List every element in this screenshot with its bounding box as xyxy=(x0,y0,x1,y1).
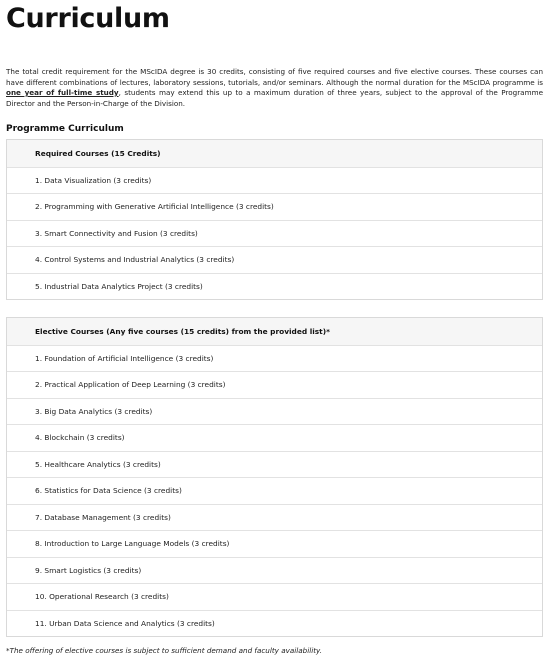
required-course-row: 4. Control Systems and Industrial Analytics (3 credits) xyxy=(7,246,542,273)
elective-course-row: 8. Introduction to Large Language Models (3 credits) xyxy=(7,530,542,557)
elective-course-row: 6. Statistics for Data Science (3 credits) xyxy=(7,477,542,504)
elective-course-row: 9. Smart Logistics (3 credits) xyxy=(7,557,542,584)
required-course-row: 1. Data Visualization (3 credits) xyxy=(7,167,542,194)
elective-course-row: 5. Healthcare Analytics (3 credits) xyxy=(7,451,542,478)
intro-paragraph xyxy=(6,67,543,109)
required-courses-table xyxy=(6,139,543,300)
elective-course-row: 3. Big Data Analytics (3 credits) xyxy=(7,398,542,425)
intro-text-start: The total credit requirement for the MScIDA degree is 30 credits, consisting of five required courses and five elective courses. These courses can have different combinations of lectures, laboratory sessions, tutorials, and/or seminars. Although the normal duration for the MScIDA programme is xyxy=(6,67,543,87)
elective-course-row: 11. Urban Data Science and Analytics (3 credits) xyxy=(7,610,542,637)
intro-duration-emphasis: one year of full-time study xyxy=(6,88,119,97)
elective-course-row: 10. Operational Research (3 credits) xyxy=(7,583,542,610)
curriculum-heading: Programme Curriculum xyxy=(6,124,124,134)
required-course-row: 5. Industrial Data Analytics Project (3 credits) xyxy=(7,273,542,300)
curriculum-page xyxy=(6,0,543,655)
required-course-row: 2. Programming with Generative Artificial Intelligence (3 credits) xyxy=(7,193,542,220)
required-courses-header: Required Courses (15 Credits) xyxy=(7,140,542,167)
elective-footnote: *The offering of elective courses is subject to sufficient demand and faculty availability. xyxy=(6,646,323,655)
elective-courses-header: Elective Courses (Any five courses (15 credits) from the provided list)* xyxy=(7,318,542,345)
elective-courses-table xyxy=(6,317,543,637)
elective-course-row: 1. Foundation of Artificial Intelligence (3 credits) xyxy=(7,345,542,372)
required-course-row: 3. Smart Connectivity and Fusion (3 credits) xyxy=(7,220,542,247)
elective-course-row: 4. Blockchain (3 credits) xyxy=(7,424,542,451)
page-title: Curriculum xyxy=(6,3,170,34)
elective-course-row: 2. Practical Application of Deep Learning (3 credits) xyxy=(7,371,542,398)
intro-text-end: , students may extend this up to a maximum duration of three years, subject to the approval of the Programme Director and the Person-in-Charge of the Division. xyxy=(6,88,543,108)
elective-course-row: 7. Database Management (3 credits) xyxy=(7,504,542,531)
